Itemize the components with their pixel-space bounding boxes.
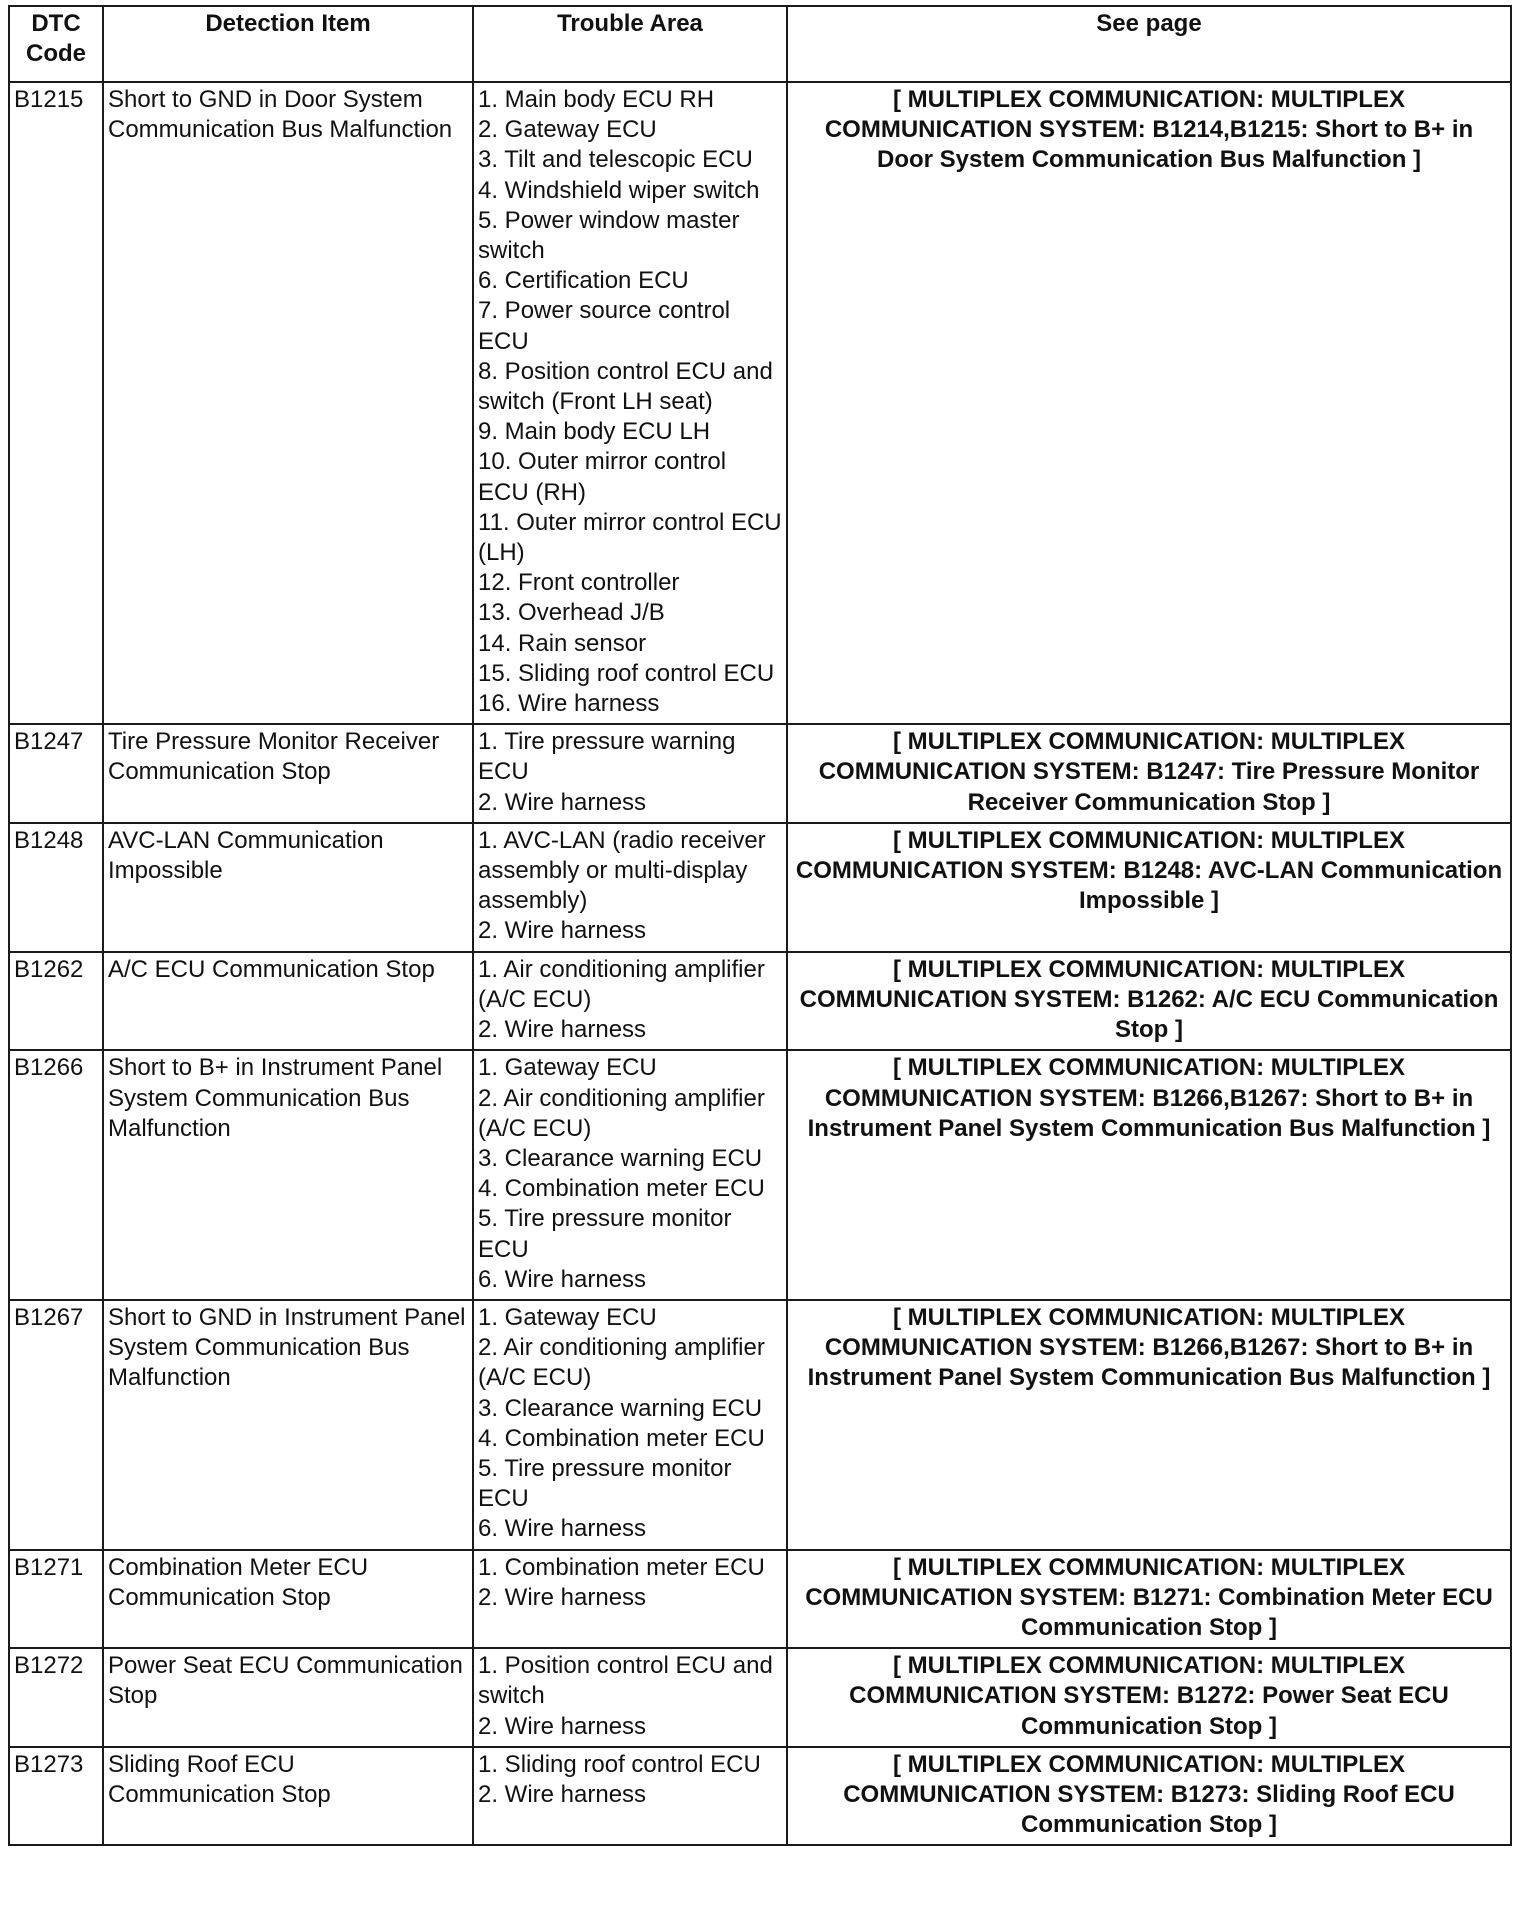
dtc-code-cell: B1262 — [9, 952, 103, 1051]
trouble-area-item: 16. Wire harness — [478, 690, 660, 718]
trouble-area-item: 15. Sliding roof control ECU — [478, 659, 775, 687]
header-detection-item: Detection Item — [103, 6, 473, 82]
trouble-area-item: 2. Air conditioning amplifier (A/C ECU) — [478, 1334, 765, 1392]
dtc-table-body — [9, 82, 1511, 1845]
trouble-area-item: 12. Front controller — [478, 569, 680, 597]
see-page-reference: [ MULTIPLEX COMMUNICATION: MULTIPLEX COMMUNICATION SYSTEM: B1247: Tire Pressure Monitor Receiver Communication Stop ] — [787, 724, 1511, 823]
dtc-code-cell: B1267 — [9, 1300, 103, 1550]
header-see-page: See page — [787, 6, 1511, 82]
trouble-area-item: 4. Windshield wiper switch — [478, 176, 760, 204]
trouble-area-cell — [473, 1550, 787, 1649]
header-dtc-code-line1: DTC — [31, 10, 81, 37]
trouble-area-cell — [473, 1648, 787, 1747]
trouble-area-item: 2. Wire harness — [478, 1583, 647, 1611]
detection-item-cell: A/C ECU Communication Stop — [103, 952, 473, 1051]
see-page-reference: [ MULTIPLEX COMMUNICATION: MULTIPLEX COMMUNICATION SYSTEM: B1262: A/C ECU Communication Stop ] — [787, 952, 1511, 1051]
table-row — [9, 952, 1511, 1051]
trouble-area-item: 11. Outer mirror control ECU (LH) — [478, 508, 782, 567]
trouble-area-item: 1. Combination meter ECU — [478, 1553, 765, 1581]
see-page-reference: [ MULTIPLEX COMMUNICATION: MULTIPLEX COMMUNICATION SYSTEM: B1271: Combination Meter ECU Communication Stop ] — [787, 1550, 1511, 1649]
trouble-area-item: 1. Gateway ECU — [478, 1303, 657, 1331]
table-row — [9, 823, 1511, 952]
table-row — [9, 82, 1511, 724]
header-dtc-code-line2: Code — [26, 40, 86, 68]
trouble-area-item: 6. Wire harness — [478, 1515, 647, 1543]
trouble-area-item: 1. Tire pressure warning ECU — [478, 728, 736, 786]
dtc-document — [8, 5, 1512, 1846]
trouble-area-item: 9. Main body ECU LH — [478, 418, 711, 446]
detection-item-cell: Short to GND in Instrument Panel System Communication Bus Malfunction — [103, 1300, 473, 1550]
table-row — [9, 1648, 1511, 1747]
trouble-area-item: 4. Combination meter ECU — [478, 1424, 765, 1452]
detection-item-cell: AVC-LAN Communication Impossible — [103, 823, 473, 952]
dtc-code-cell: B1266 — [9, 1050, 103, 1300]
trouble-area-item: 2. Gateway ECU — [478, 116, 657, 144]
trouble-area-item: 1. Air conditioning amplifier (A/C ECU) — [478, 955, 765, 1013]
trouble-area-item: 3. Clearance warning ECU — [478, 1394, 763, 1422]
header-row — [9, 6, 1511, 82]
trouble-area-item: 1. Position control ECU and switch — [478, 1652, 773, 1710]
trouble-area-item: 5. Power window master switch — [478, 206, 740, 265]
trouble-area-item: 5. Tire pressure monitor ECU — [478, 1205, 732, 1263]
dtc-code-cell: B1247 — [9, 724, 103, 823]
trouble-area-item: 2. Wire harness — [478, 788, 647, 816]
detection-item-cell: Short to GND in Door System Communication Bus Malfunction — [103, 82, 473, 724]
trouble-area-cell — [473, 1300, 787, 1550]
see-page-reference: [ MULTIPLEX COMMUNICATION: MULTIPLEX COMMUNICATION SYSTEM: B1272: Power Seat ECU Communication Stop ] — [787, 1648, 1511, 1747]
see-page-reference: [ MULTIPLEX COMMUNICATION: MULTIPLEX COMMUNICATION SYSTEM: B1266,B1267: Short to B+ in Instrument Panel System Communication Bus Malfunction ] — [787, 1300, 1511, 1550]
trouble-area-item: 13. Overhead J/B — [478, 599, 665, 627]
trouble-area-item: 2. Wire harness — [478, 1780, 647, 1808]
header-trouble-area: Trouble Area — [473, 6, 787, 82]
trouble-area-item: 3. Clearance warning ECU — [478, 1144, 763, 1172]
see-page-reference: [ MULTIPLEX COMMUNICATION: MULTIPLEX COMMUNICATION SYSTEM: B1214,B1215: Short to B+ in Door System Communication Bus Malfunction ] — [787, 82, 1511, 724]
trouble-area-item: 7. Power source control ECU — [478, 297, 731, 355]
trouble-area-item: 1. Main body ECU RH — [478, 86, 715, 113]
table-row — [9, 1747, 1511, 1846]
trouble-area-item: 8. Position control ECU and switch (Front LH seat) — [478, 357, 773, 416]
detection-item-cell: Tire Pressure Monitor Receiver Communication Stop — [103, 724, 473, 823]
trouble-area-cell — [473, 823, 787, 952]
table-row — [9, 1550, 1511, 1649]
trouble-area-item: 1. Gateway ECU — [478, 1054, 657, 1082]
dtc-code-cell: B1273 — [9, 1747, 103, 1846]
trouble-area-item: 3. Tilt and telescopic ECU — [478, 146, 753, 174]
trouble-area-item: 2. Wire harness — [478, 1712, 647, 1740]
table-row — [9, 724, 1511, 823]
table-row — [9, 1050, 1511, 1300]
trouble-area-item: 14. Rain sensor — [478, 629, 647, 657]
detection-item-cell: Combination Meter ECU Communication Stop — [103, 1550, 473, 1649]
trouble-area-item: 2. Air conditioning amplifier (A/C ECU) — [478, 1084, 765, 1142]
detection-item-cell: Power Seat ECU Communication Stop — [103, 1648, 473, 1747]
dtc-code-cell: B1272 — [9, 1648, 103, 1747]
dtc-code-cell: B1271 — [9, 1550, 103, 1649]
trouble-area-item: 5. Tire pressure monitor ECU — [478, 1454, 732, 1513]
detection-item-cell: Short to B+ in Instrument Panel System Communication Bus Malfunction — [103, 1050, 473, 1300]
see-page-reference: [ MULTIPLEX COMMUNICATION: MULTIPLEX COMMUNICATION SYSTEM: B1248: AVC-LAN Communication Impossible ] — [787, 823, 1511, 952]
trouble-area-item: 2. Wire harness — [478, 1016, 647, 1044]
trouble-area-cell — [473, 952, 787, 1051]
trouble-area-item: 6. Certification ECU — [478, 267, 689, 295]
header-dtc-code — [9, 6, 103, 82]
see-page-reference: [ MULTIPLEX COMMUNICATION: MULTIPLEX COMMUNICATION SYSTEM: B1266,B1267: Short to B+ in Instrument Panel System Communication Bus Malfunction ] — [787, 1050, 1511, 1300]
trouble-area-item: 4. Combination meter ECU — [478, 1175, 765, 1203]
trouble-area-item: 6. Wire harness — [478, 1265, 647, 1293]
see-page-reference: [ MULTIPLEX COMMUNICATION: MULTIPLEX COMMUNICATION SYSTEM: B1273: Sliding Roof ECU Communication Stop ] — [787, 1747, 1511, 1846]
trouble-area-cell — [473, 1050, 787, 1300]
trouble-area-item: 2. Wire harness — [478, 917, 647, 945]
trouble-area-item: 1. AVC-LAN (radio receiver assembly or multi-display assembly) — [478, 826, 766, 915]
trouble-area-cell — [473, 724, 787, 823]
dtc-code-cell: B1248 — [9, 823, 103, 952]
trouble-area-cell — [473, 82, 787, 724]
trouble-area-item: 1. Sliding roof control ECU — [478, 1750, 761, 1778]
detection-item-cell: Sliding Roof ECU Communication Stop — [103, 1747, 473, 1846]
trouble-area-item: 10. Outer mirror control ECU (RH) — [478, 448, 727, 506]
dtc-code-cell: B1215 — [9, 82, 103, 724]
dtc-table — [8, 5, 1512, 1846]
trouble-area-cell — [473, 1747, 787, 1846]
table-row — [9, 1300, 1511, 1550]
